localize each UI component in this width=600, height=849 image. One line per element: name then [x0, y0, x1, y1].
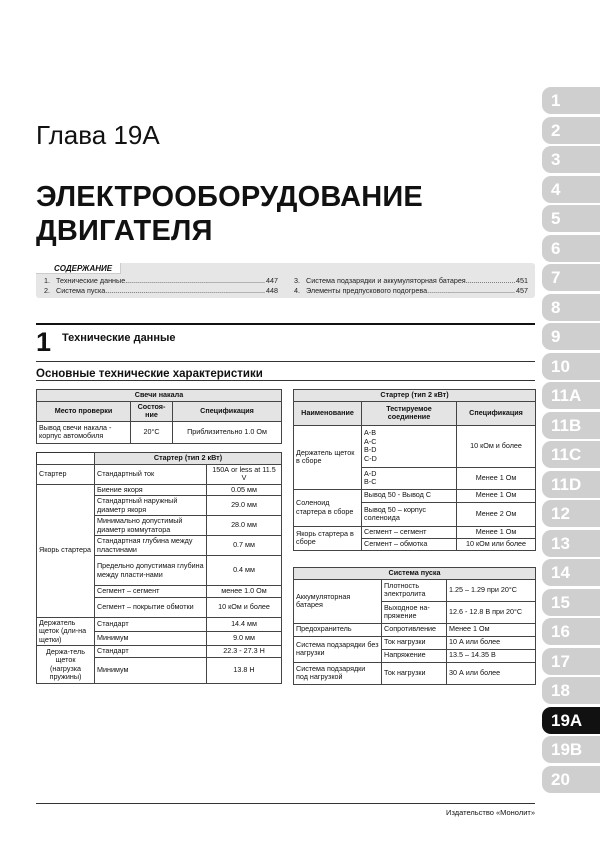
tab-10[interactable]: 10	[542, 353, 600, 380]
section-title: Технические данные	[62, 332, 176, 344]
section-rule	[36, 323, 535, 325]
table-cell: 14.4 мм	[207, 617, 282, 631]
toc-item-3[interactable]: 3. Система подзарядки и аккумуляторная батарея ..... 451	[294, 276, 528, 285]
tab-18[interactable]: 18	[542, 677, 600, 704]
table-cell: 22.3 - 27.3 Н	[207, 646, 282, 658]
tab-4[interactable]: 4	[542, 176, 600, 203]
table-cell: Система подзарядки без нагрузки	[294, 636, 382, 662]
table-cell: Сегмент – обмотка	[362, 538, 457, 550]
table-cell: Напряжение	[382, 649, 447, 662]
table-cell: Сегмент – сегмент	[95, 586, 207, 598]
table-cell: Сопротивление	[382, 623, 447, 636]
section-number: 1	[36, 327, 52, 357]
table-cell: Минимально допустимый диаметр коммутатора	[95, 516, 207, 536]
table-cell: Вывод 50 – корпус соленоида	[362, 502, 457, 526]
table-cell: Система подзарядки под нагрузкой	[294, 662, 382, 684]
table-cell: Стандартный наружный диаметр якоря	[95, 496, 207, 516]
tab-16[interactable]: 16	[542, 618, 600, 645]
table-cell: Предохранитель	[294, 623, 382, 636]
table-cell: Менее 1 Ом	[457, 467, 536, 489]
table-cell: Менее 1 Ом	[447, 623, 536, 636]
start-system-table	[293, 567, 536, 685]
tab-11c[interactable]: 11C	[542, 441, 600, 468]
glow-r1: Вывод свечи накала - корпус автомобиля	[37, 421, 131, 443]
table-cell: 1.25 – 1.29 при 20°С	[447, 579, 536, 601]
tab-19b[interactable]: 19B	[542, 736, 600, 763]
table-cell: 0.7 мм	[207, 536, 282, 556]
tab-11b[interactable]: 11B	[542, 412, 600, 439]
table-cell: 13.8 Н	[207, 658, 282, 684]
table-cell: Предельно допустимая глубина между пласти-нами	[95, 556, 207, 586]
tab-5[interactable]: 5	[542, 205, 600, 232]
table-cell: 13.5 – 14.35 В	[447, 649, 536, 662]
table-cell: Сегмент – покрытие обмотки	[95, 597, 207, 617]
tab-15[interactable]: 15	[542, 589, 600, 616]
table-cell: 10 кОм или более	[457, 538, 536, 550]
table-cell: Биение якоря	[95, 484, 207, 496]
table-cell: 30 А или более	[447, 662, 536, 684]
table-cell: менее 1.0 Ом	[207, 586, 282, 598]
starterR-h3: Спецификация	[457, 401, 536, 425]
table-cell: Выходное на-пряжение	[382, 601, 447, 623]
toc-item-2[interactable]: 2. Система пуска ..... 448	[44, 286, 278, 295]
start-caption: Система пуска	[294, 568, 536, 580]
table-cell: 0.05 мм	[207, 484, 282, 496]
table-cell: 150А or less at 11.5 V	[207, 464, 282, 484]
tab-20[interactable]: 20	[542, 766, 600, 793]
starter-right-table	[293, 389, 536, 551]
glow-h2: Состоя-ние	[131, 401, 173, 421]
starterR-h1: Наименование	[294, 401, 362, 425]
tab-12[interactable]: 12	[542, 500, 600, 527]
table-cell: Вывод 50 - Вывод С	[362, 489, 457, 502]
toc-item-4[interactable]: 4. Элементы предпускового подогрева ..... 457	[294, 286, 528, 295]
title-line-1: ЭЛЕКТРООБОРУДОВАНИЕ	[36, 181, 423, 213]
tab-6[interactable]: 6	[542, 235, 600, 262]
table-cell: 9.0 мм	[207, 631, 282, 645]
glow-r3: Приблизительно 1.0 Ом	[173, 421, 282, 443]
table-cell: Соленоид стартера в сборе	[294, 489, 362, 526]
tab-14[interactable]: 14	[542, 559, 600, 586]
toc-heading: СОДЕРЖАНИЕ	[36, 263, 121, 274]
table-cell: Держатель щеток в сборе	[294, 425, 362, 489]
tab-7[interactable]: 7	[542, 264, 600, 291]
table-cell: Ток нагрузки	[382, 636, 447, 649]
chapter-label: Глава 19А	[36, 120, 160, 150]
glow-h3: Спецификация	[173, 401, 282, 421]
table-cell: Стандарт	[95, 617, 207, 631]
table-cell: Менее 2 Ом	[457, 502, 536, 526]
subsection-rule	[36, 361, 535, 362]
glow-r2: 20°С	[131, 421, 173, 443]
table-cell: Якорь стартера	[37, 484, 95, 617]
table-cell: Держа-тель щеток (нагрузка пружины)	[37, 646, 95, 684]
tab-1[interactable]: 1	[542, 87, 600, 114]
tab-17[interactable]: 17	[542, 648, 600, 675]
tab-13[interactable]: 13	[542, 530, 600, 557]
starterR-h2: Тестируемое соединение	[362, 401, 457, 425]
tab-11d[interactable]: 11D	[542, 471, 600, 498]
table-cell: 28.0 мм	[207, 516, 282, 536]
tab-9[interactable]: 9	[542, 323, 600, 350]
table-cell: 12.6 - 12.8 В при 20°С	[447, 601, 536, 623]
subsection-title: Основные технические характеристики	[36, 368, 263, 380]
table-cell: Ток нагрузки	[382, 662, 447, 684]
table-cell: 10 А или более	[447, 636, 536, 649]
table-cell: Плотность электролита	[382, 579, 447, 601]
table-cell: Менее 1 Ом	[457, 489, 536, 502]
table-cell: Аккумуляторная батарея	[294, 579, 382, 623]
tab-2[interactable]: 2	[542, 117, 600, 144]
publisher-footer: Издательство «Монолит»	[446, 808, 535, 817]
title-line-2: ДВИГАТЕЛЯ	[36, 215, 213, 247]
table-cell: 10 кОм и более	[457, 425, 536, 467]
starterR-caption: Стартер (тип 2 кВт)	[294, 390, 536, 402]
subsection-rule-bottom	[36, 380, 535, 381]
tab-11a[interactable]: 11A	[542, 382, 600, 409]
table-cell: Сегмент – сегмент	[362, 526, 457, 538]
table-cell: А-D В-С	[362, 467, 457, 489]
table-cell: Якорь стартера в сборе	[294, 526, 362, 550]
tab-3[interactable]: 3	[542, 146, 600, 173]
table-cell: Минимум	[95, 631, 207, 645]
table-cell: 0.4 мм	[207, 556, 282, 586]
glow-caption: Свечи накала	[37, 390, 282, 402]
toc-item-1[interactable]: 1. Технические данные ..... 447	[44, 276, 278, 285]
table-cell: Стандарт	[95, 646, 207, 658]
table-cell: Стандартная глубина между пластинами	[95, 536, 207, 556]
starterL-caption: Стартер (тип 2 кВт)	[95, 453, 282, 465]
table-cell: Минимум	[95, 658, 207, 684]
table-cell: А-В А-С В-D C-D	[362, 425, 457, 467]
table-cell: Менее 1 Ом	[457, 526, 536, 538]
table-cell: 29.0 мм	[207, 496, 282, 516]
starter-left-table	[36, 452, 282, 684]
table-cell: Держатель щеток (дли-на щетки)	[37, 617, 95, 646]
footer-rule	[36, 803, 535, 804]
tab-8[interactable]: 8	[542, 294, 600, 321]
glow-plug-table	[36, 389, 282, 444]
table-cell: 10 кОм и более	[207, 597, 282, 617]
table-cell: Стандартный ток	[95, 464, 207, 484]
glow-h1: Место проверки	[37, 401, 131, 421]
chapter-title	[36, 180, 423, 248]
tab-19a[interactable]: 19A	[542, 707, 600, 734]
table-cell: Стартер	[37, 464, 95, 484]
